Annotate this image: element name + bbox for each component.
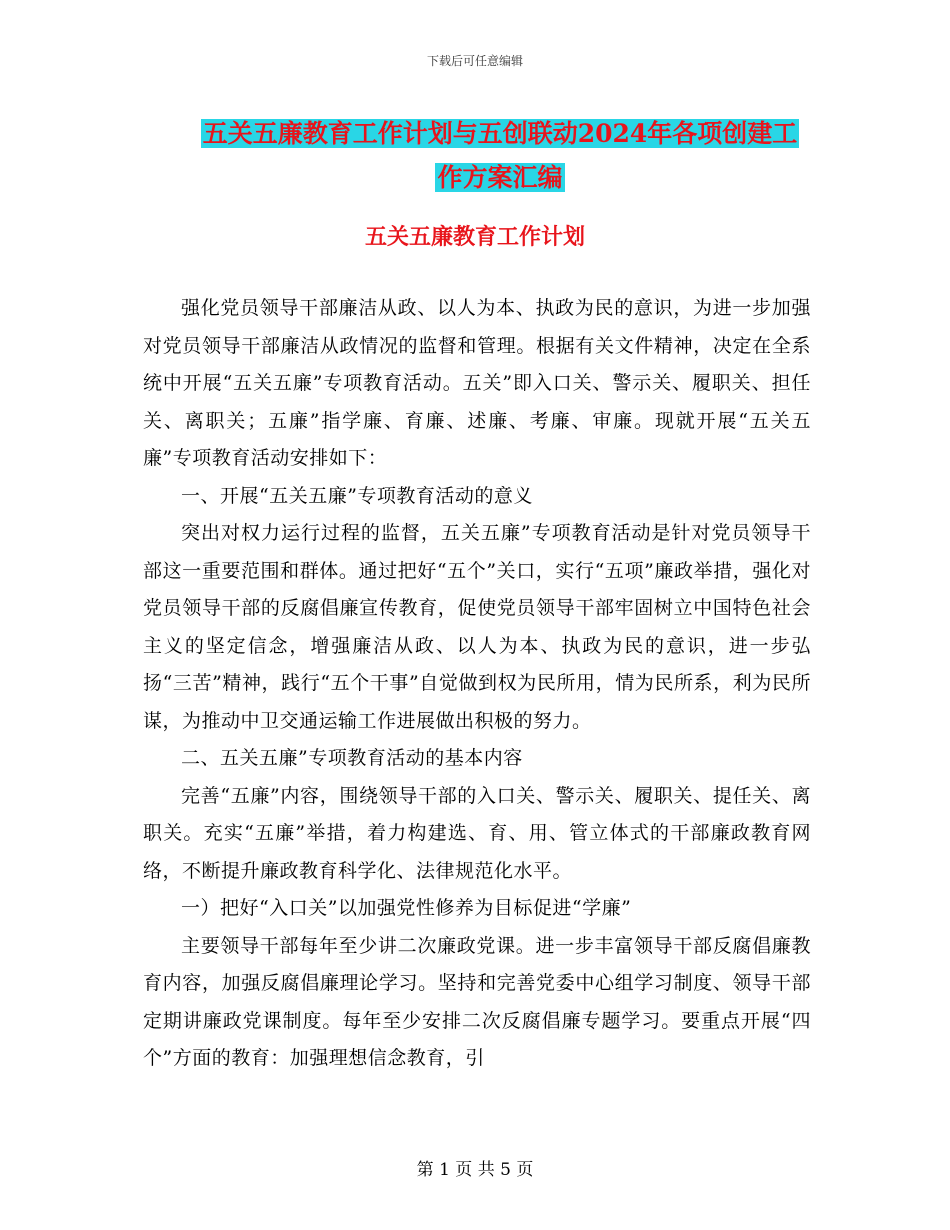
paragraph: 突出对权力运行过程的监督，五关五廉”专项教育活动是针对党员领导干部这一重要范围和群体。通过把好“五个”关口，实行“五项”廉政举措，强化对党员领导干部的反腐倡廉宣传教育，促使党员领导干部牢固树立中国特色社会主义的坚定信念，增强廉洁从政、以人为本、执政为民的意识，进一步弘扬“三苦”精神，践行“五个干事”自觉做到权为民所用，情为民所系，利为民所谋，为推动中卫交通运输工作进展做出积极的努力。	[143, 522, 811, 732]
paragraph: 完善“五廉”内容，围绕领导干部的入口关、警示关、履职关、提任关、离职关。充实“五廉”举措，着力构建选、育、用、管立体式的干部廉政教育网络，不断提升廉政教育科学化、法律规范化水平。	[143, 784, 811, 882]
document-title-line1: 五关五廉教育工作计划与五创联动2024年各项创建工	[202, 119, 798, 148]
paragraph: 强化党员领导干部廉洁从政、以人为本、执政为民的意识，为进一步加强对党员领导干部廉洁从政情况的监督和管理。根据有关文件精神，决定在全系统中开展“五关五廉”专项教育活动。五关”即入口关、警示关、履职关、担任关、离职关；五廉”指学廉、育廉、述廉、考廉、审廉。现就开展“五关五廉”专项教育活动安排如下：	[143, 297, 811, 469]
document-title-line2: 作方案汇编	[437, 163, 563, 192]
document-title	[140, 112, 860, 200]
header-note: 下载后可任意编辑	[426, 54, 523, 68]
paragraph: 主要领导干部每年至少讲二次廉政党课。进一步丰富领导干部反腐倡廉教育内容，加强反腐倡廉理论学习。坚持和完善党委中心组学习制度、领导干部定期讲廉政党课制度。每年至少安排二次反腐倡廉专题学习。要重点开展“四个”方面的教育：加强理想信念教育，引	[143, 934, 811, 1069]
page-footer: 第 1 页 共 5 页	[416, 1160, 534, 1180]
paragraph-heading: 一）把好“入口关”以加强党性修养为目标促进“学廉”	[181, 897, 632, 919]
body-text	[143, 290, 811, 1078]
paragraph-heading: 二、五关五廉”专项教育活动的基本内容	[181, 747, 523, 769]
paragraph-heading: 一、开展“五关五廉”专项教育活动的意义	[181, 484, 533, 507]
section-title: 五关五廉教育工作计划	[364, 224, 585, 250]
